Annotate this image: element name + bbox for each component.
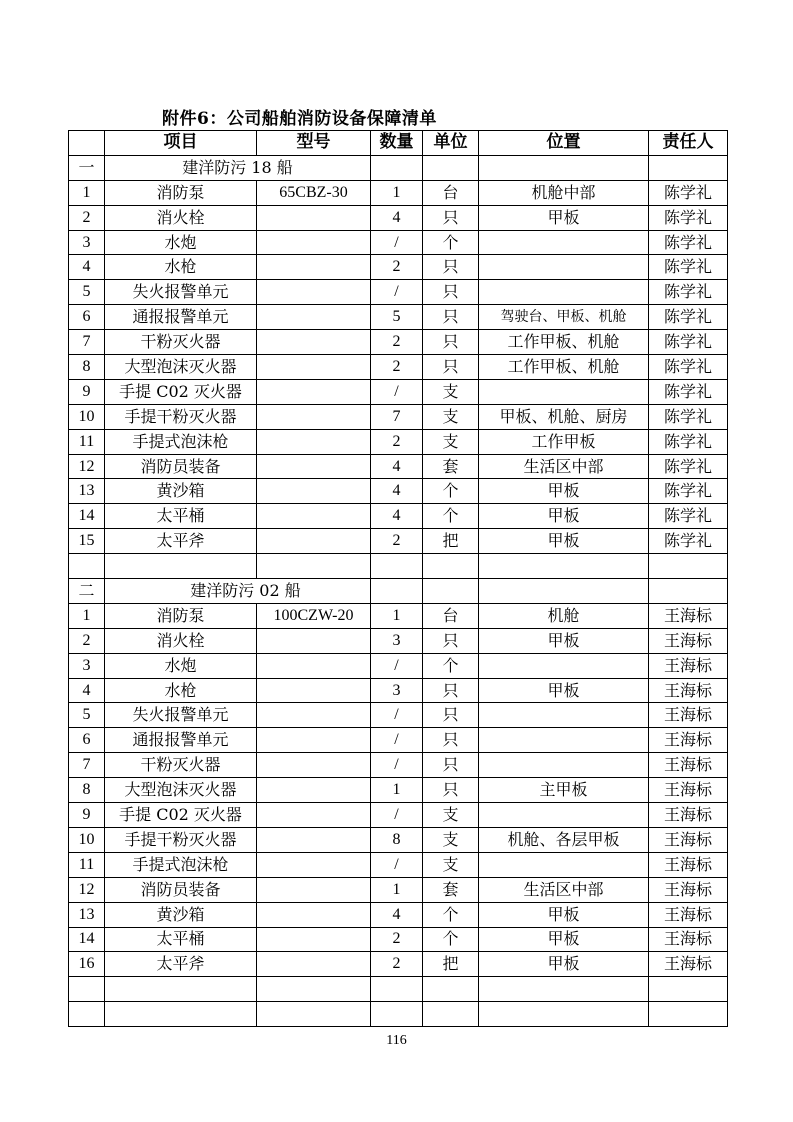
location: 机舱、各层甲板 [479,827,649,852]
model-number [257,305,371,330]
header-qty: 数量 [371,131,423,156]
model-number [257,529,371,554]
row-number: 6 [69,728,105,753]
table-body [69,155,728,1026]
location: 甲板 [479,628,649,653]
section-header-row [69,155,728,180]
location: 甲板 [479,952,649,977]
location: 甲板 [479,529,649,554]
row-number: 6 [69,305,105,330]
empty-cell [479,1002,649,1027]
unit: 个 [423,479,479,504]
item-name: 干粉灭火器 [105,330,257,355]
unit: 个 [423,230,479,255]
responsible-person: 陈学礼 [649,504,728,529]
document-title: 附件6：公司船舶消防设备保障清单 [162,109,437,129]
item-name: 黄沙箱 [105,902,257,927]
quantity: / [371,728,423,753]
row-number: 15 [69,529,105,554]
row-number: 10 [69,404,105,429]
responsible-person: 王海标 [649,852,728,877]
unit: 只 [423,678,479,703]
section-name: 建洋防污 18 船 [105,155,371,180]
table-row [69,355,728,380]
location: 驾驶台、甲板、机舱 [479,305,649,330]
item-name: 手提 C02 灭火器 [105,379,257,404]
item-name: 水炮 [105,653,257,678]
responsible-person: 陈学礼 [649,379,728,404]
unit: 支 [423,429,479,454]
quantity: / [371,753,423,778]
unit: 只 [423,703,479,728]
quantity: 4 [371,504,423,529]
row-number: 13 [69,479,105,504]
row-number: 9 [69,379,105,404]
responsible-person: 陈学礼 [649,205,728,230]
model-number [257,429,371,454]
row-number: 16 [69,952,105,977]
unit: 支 [423,404,479,429]
responsible-person: 陈学礼 [649,280,728,305]
model-number [257,902,371,927]
item-name: 消防泵 [105,603,257,628]
empty-cell [371,977,423,1002]
item-name: 消防员装备 [105,877,257,902]
row-number: 10 [69,827,105,852]
responsible-person: 王海标 [649,703,728,728]
quantity: 2 [371,429,423,454]
location: 甲板 [479,205,649,230]
responsible-person: 陈学礼 [649,305,728,330]
unit: 只 [423,778,479,803]
table-row [69,728,728,753]
row-number: 12 [69,877,105,902]
location: 工作甲板、机舱 [479,355,649,380]
item-name: 消火栓 [105,205,257,230]
responsible-person: 陈学礼 [649,180,728,205]
table-row [69,180,728,205]
table-row [69,404,728,429]
item-name: 水炮 [105,230,257,255]
quantity: / [371,803,423,828]
location [479,852,649,877]
location: 甲板 [479,678,649,703]
responsible-person: 陈学礼 [649,529,728,554]
quantity: 1 [371,603,423,628]
location: 生活区中部 [479,454,649,479]
table-row [69,280,728,305]
model-number [257,803,371,828]
quantity: 7 [371,404,423,429]
quantity: 2 [371,255,423,280]
location: 甲板、机舱、厨房 [479,404,649,429]
location: 甲板 [479,902,649,927]
table-row [69,803,728,828]
responsible-person: 陈学礼 [649,454,728,479]
unit: 把 [423,952,479,977]
empty-cell [649,977,728,1002]
row-number: 4 [69,255,105,280]
quantity: 2 [371,952,423,977]
quantity: 4 [371,479,423,504]
unit: 套 [423,877,479,902]
empty-cell [371,155,423,180]
location [479,753,649,778]
item-name: 消火栓 [105,628,257,653]
item-name: 消防泵 [105,180,257,205]
table-row [69,678,728,703]
model-number [257,230,371,255]
item-name: 失火报警单元 [105,280,257,305]
location: 工作甲板、机舱 [479,330,649,355]
empty-cell [105,1002,257,1027]
unit: 支 [423,803,479,828]
unit: 只 [423,280,479,305]
table-row [69,603,728,628]
unit: 只 [423,330,479,355]
model-number [257,877,371,902]
model-number [257,827,371,852]
model-number [257,927,371,952]
quantity: / [371,230,423,255]
row-number: 8 [69,355,105,380]
row-number: 11 [69,852,105,877]
responsible-person: 陈学礼 [649,230,728,255]
item-name: 消防员装备 [105,454,257,479]
responsible-person: 王海标 [649,753,728,778]
location: 工作甲板 [479,429,649,454]
responsible-person: 王海标 [649,603,728,628]
unit: 只 [423,205,479,230]
unit: 个 [423,927,479,952]
unit: 只 [423,355,479,380]
location [479,703,649,728]
row-number: 1 [69,603,105,628]
unit: 台 [423,603,479,628]
item-name: 太平斧 [105,529,257,554]
table-row [69,653,728,678]
empty-cell [649,1002,728,1027]
responsible-person: 陈学礼 [649,479,728,504]
empty-cell [257,977,371,1002]
model-number [257,852,371,877]
responsible-person: 陈学礼 [649,429,728,454]
location [479,728,649,753]
item-name: 黄沙箱 [105,479,257,504]
row-number: 2 [69,205,105,230]
equipment-table [68,130,728,1027]
table-row [69,330,728,355]
model-number [257,504,371,529]
table-row [69,379,728,404]
quantity: 2 [371,529,423,554]
location: 生活区中部 [479,877,649,902]
item-name: 通报报警单元 [105,305,257,330]
item-name: 太平桶 [105,504,257,529]
location [479,379,649,404]
responsible-person: 王海标 [649,927,728,952]
empty-cell [649,554,728,579]
model-number [257,952,371,977]
table-row [69,753,728,778]
model-number [257,454,371,479]
header-model: 型号 [257,131,371,156]
quantity: 3 [371,678,423,703]
empty-cell [69,1002,105,1027]
row-number: 7 [69,330,105,355]
item-name: 干粉灭火器 [105,753,257,778]
table-row [69,877,728,902]
empty-cell [649,155,728,180]
quantity: 2 [371,355,423,380]
unit: 只 [423,628,479,653]
model-number [257,205,371,230]
unit: 个 [423,902,479,927]
section-name: 建洋防污 02 船 [105,579,371,604]
unit: 只 [423,255,479,280]
empty-cell [69,554,105,579]
location: 甲板 [479,927,649,952]
unit: 只 [423,728,479,753]
responsible-person: 王海标 [649,952,728,977]
responsible-person: 王海标 [649,728,728,753]
empty-cell [423,554,479,579]
empty-cell [371,1002,423,1027]
model-number [257,628,371,653]
table-row [69,827,728,852]
responsible-person: 王海标 [649,628,728,653]
model-number [257,255,371,280]
model-number [257,479,371,504]
quantity: 1 [371,778,423,803]
table-row [69,952,728,977]
quantity: / [371,653,423,678]
model-number [257,678,371,703]
table-row [69,205,728,230]
table-row [69,703,728,728]
empty-cell [479,579,649,604]
table-row [69,230,728,255]
quantity: 4 [371,454,423,479]
row-number: 3 [69,230,105,255]
unit: 套 [423,454,479,479]
location: 机舱 [479,603,649,628]
location: 甲板 [479,479,649,504]
quantity: / [371,852,423,877]
row-number: 8 [69,778,105,803]
item-name: 太平斧 [105,952,257,977]
location [479,255,649,280]
empty-cell [479,155,649,180]
table-row [69,852,728,877]
page-number: 116 [386,1033,407,1048]
table-row [69,429,728,454]
responsible-person: 王海标 [649,827,728,852]
quantity: 4 [371,902,423,927]
table-row [69,255,728,280]
unit: 只 [423,753,479,778]
table-row [69,927,728,952]
model-number [257,728,371,753]
model-number: 65CBZ-30 [257,180,371,205]
row-number: 2 [69,628,105,653]
quantity: / [371,379,423,404]
model-number [257,753,371,778]
quantity: / [371,280,423,305]
model-number [257,355,371,380]
responsible-person: 陈学礼 [649,355,728,380]
quantity: / [371,703,423,728]
header-row [69,131,728,156]
model-number [257,404,371,429]
unit: 台 [423,180,479,205]
location: 机舱中部 [479,180,649,205]
table-row [69,479,728,504]
location [479,803,649,828]
location [479,280,649,305]
empty-cell [69,977,105,1002]
empty-cell [257,554,371,579]
unit: 支 [423,379,479,404]
quantity: 5 [371,305,423,330]
responsible-person: 陈学礼 [649,404,728,429]
table-row [69,454,728,479]
empty-cell [479,554,649,579]
model-number: 100CZW-20 [257,603,371,628]
table-row [69,305,728,330]
unit: 只 [423,305,479,330]
empty-cell [371,554,423,579]
item-name: 手提式泡沫枪 [105,852,257,877]
model-number [257,330,371,355]
row-number: 4 [69,678,105,703]
responsible-person: 王海标 [649,803,728,828]
row-number: 5 [69,703,105,728]
location: 甲板 [479,504,649,529]
header-index [69,131,105,156]
empty-cell [423,1002,479,1027]
responsible-person: 王海标 [649,902,728,927]
model-number [257,379,371,404]
item-name: 手提干粉灭火器 [105,404,257,429]
empty-cell [371,579,423,604]
table-row [69,628,728,653]
location [479,653,649,678]
unit: 支 [423,827,479,852]
row-number: 5 [69,280,105,305]
row-number: 9 [69,803,105,828]
model-number [257,778,371,803]
unit: 支 [423,852,479,877]
item-name: 大型泡沫灭火器 [105,778,257,803]
row-number: 7 [69,753,105,778]
empty-cell [479,977,649,1002]
quantity: 4 [371,205,423,230]
header-unit: 单位 [423,131,479,156]
table-row [69,778,728,803]
responsible-person: 王海标 [649,678,728,703]
responsible-person: 陈学礼 [649,255,728,280]
model-number [257,653,371,678]
row-number: 1 [69,180,105,205]
responsible-person: 王海标 [649,877,728,902]
quantity: 2 [371,927,423,952]
row-number: 12 [69,454,105,479]
header-location: 位置 [479,131,649,156]
row-number: 14 [69,504,105,529]
item-name: 失火报警单元 [105,703,257,728]
item-name: 通报报警单元 [105,728,257,753]
quantity: 8 [371,827,423,852]
blank-row [69,1002,728,1027]
table-row [69,529,728,554]
header-person: 责任人 [649,131,728,156]
blank-row [69,977,728,1002]
responsible-person: 王海标 [649,778,728,803]
empty-cell [105,977,257,1002]
item-name: 水枪 [105,255,257,280]
section-header-row [69,579,728,604]
quantity: 2 [371,330,423,355]
table-row [69,504,728,529]
row-number: 14 [69,927,105,952]
header-item: 项目 [105,131,257,156]
responsible-person: 王海标 [649,653,728,678]
model-number [257,703,371,728]
table-row [69,902,728,927]
responsible-person: 陈学礼 [649,330,728,355]
blank-row [69,554,728,579]
unit: 个 [423,504,479,529]
row-number: 3 [69,653,105,678]
location: 主甲板 [479,778,649,803]
empty-cell [105,554,257,579]
item-name: 手提 C02 灭火器 [105,803,257,828]
quantity: 1 [371,180,423,205]
quantity: 1 [371,877,423,902]
unit: 把 [423,529,479,554]
empty-cell [257,1002,371,1027]
item-name: 水枪 [105,678,257,703]
row-number: 11 [69,429,105,454]
model-number [257,280,371,305]
section-index: 一 [69,155,105,180]
row-number: 13 [69,902,105,927]
empty-cell [423,579,479,604]
item-name: 手提干粉灭火器 [105,827,257,852]
item-name: 太平桶 [105,927,257,952]
empty-cell [423,977,479,1002]
item-name: 手提式泡沫枪 [105,429,257,454]
item-name: 大型泡沫灭火器 [105,355,257,380]
section-index: 二 [69,579,105,604]
empty-cell [423,155,479,180]
quantity: 3 [371,628,423,653]
location [479,230,649,255]
unit: 个 [423,653,479,678]
empty-cell [649,579,728,604]
